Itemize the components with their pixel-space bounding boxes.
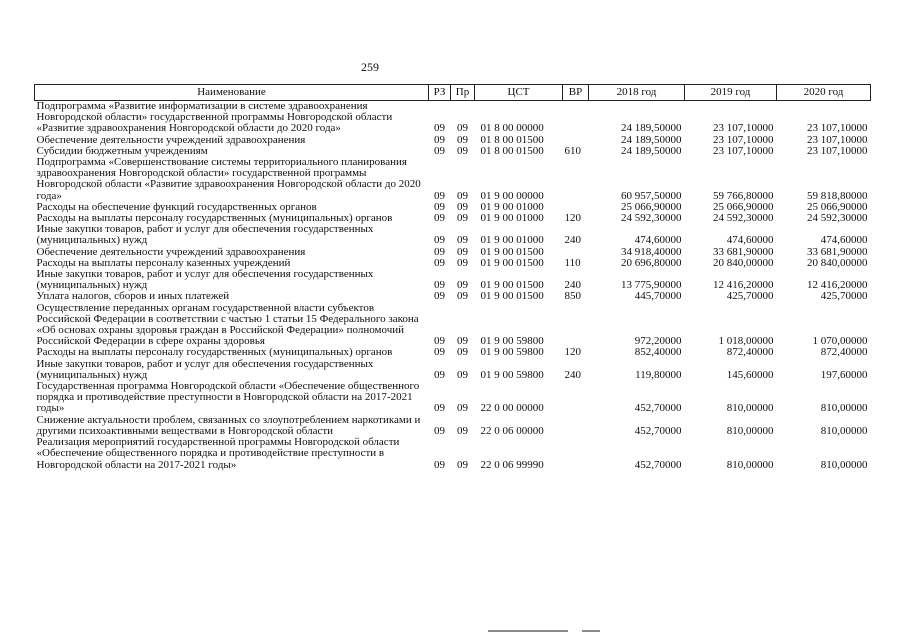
cell-2019: 810,00000 xyxy=(726,424,774,437)
cell-2019: 25 066,90000 xyxy=(713,200,774,213)
cell-2018: 13 775,90000 xyxy=(621,279,682,292)
cell-2018: 452,70000 xyxy=(634,402,682,415)
cell-2020: 23 107,10000 xyxy=(807,133,868,146)
cell-pr: 09 xyxy=(457,234,468,247)
cell-pr: 09 xyxy=(457,368,468,381)
cell-rz: 09 xyxy=(434,368,445,381)
cell-2018: 60 957,50000 xyxy=(621,189,682,202)
cell-2019: 20 840,00000 xyxy=(713,256,774,269)
cell-2019: 59 766,80000 xyxy=(713,189,774,202)
cell-2020: 33 681,90000 xyxy=(807,245,868,258)
cell-2020: 1 070,00000 xyxy=(812,335,868,348)
cell-rz: 09 xyxy=(434,458,445,471)
cell-cst: 22 0 06 99990 xyxy=(480,458,544,471)
cell-rz: 09 xyxy=(434,122,445,135)
table-row xyxy=(35,157,871,202)
col-header-name: Наименование xyxy=(35,85,429,101)
cell-vr xyxy=(563,415,589,437)
cell-pr: 09 xyxy=(457,212,468,225)
table-row xyxy=(35,359,871,381)
cell-2020: 872,40000 xyxy=(820,346,868,359)
cell-2019: 23 107,10000 xyxy=(713,133,774,146)
cell-rz: 09 xyxy=(434,234,445,247)
cell-vr: 120 xyxy=(564,212,581,225)
cell-2020: 425,70000 xyxy=(820,290,868,303)
cell-cst: 22 0 00 00000 xyxy=(480,402,544,415)
cell-2020: 810,00000 xyxy=(820,424,868,437)
cell-name: Осуществление переданных органам государственной власти субъектов Российской Федерации в соответствии с частью 1 статьи 15 Федерального закона «Об основах охраны здоровья граждан в Российской Федерации» полномочий Российской Федерации в сфере охраны здоровья xyxy=(36,301,419,348)
cell-2020: 23 107,10000 xyxy=(807,122,868,135)
table-row xyxy=(35,347,871,358)
cell-cst: 22 0 06 00000 xyxy=(480,424,544,437)
cell-cst: 01 9 00 59800 xyxy=(480,368,544,381)
cell-cst: 01 9 00 01500 xyxy=(480,279,544,292)
table-body xyxy=(35,101,871,471)
cell-rz: 09 xyxy=(434,279,445,292)
table-row xyxy=(35,415,871,437)
budget-table xyxy=(34,84,871,471)
cell-2018: 24 592,30000 xyxy=(621,212,682,225)
cell-pr: 09 xyxy=(457,402,468,415)
cell-pr: 09 xyxy=(457,424,468,437)
cell-pr: 09 xyxy=(457,200,468,213)
cell-pr: 09 xyxy=(457,122,468,135)
cell-2018: 445,70000 xyxy=(634,290,682,303)
cell-2020: 810,00000 xyxy=(820,402,868,415)
col-header-pr: Пр xyxy=(451,85,475,101)
cell-pr: 09 xyxy=(457,189,468,202)
cell-2020: 59 818,80000 xyxy=(807,189,868,202)
cell-name: Иные закупки товаров, работ и услуг для обеспечения государственных (муниципальных) нужд xyxy=(36,268,374,292)
cell-vr: 240 xyxy=(564,368,581,381)
cell-2018: 474,60000 xyxy=(634,234,682,247)
col-header-2019: 2019 год xyxy=(685,85,777,101)
cell-rz: 09 xyxy=(434,335,445,348)
cell-cst: 01 9 00 01000 xyxy=(480,212,544,225)
cell-2018: 972,20000 xyxy=(634,335,682,348)
cell-pr: 09 xyxy=(457,245,468,258)
cell-cst: 01 8 00 01500 xyxy=(480,144,544,157)
cell-rz: 09 xyxy=(434,346,445,359)
cell-name: Государственная программа Новгородской области «Обеспечение общественного порядка и противодействие преступности в Новгородской области на 2017-2021 годы» xyxy=(36,380,420,415)
cell-name: Снижение актуальности проблем, связанных со злоупотреблением наркотиками и другими психоактивными веществами в Новгородской области xyxy=(36,413,421,437)
table-row xyxy=(35,291,871,302)
cell-vr: 240 xyxy=(564,279,581,292)
cell-2019: 12 416,20000 xyxy=(713,279,774,292)
cell-cst: 01 9 00 01500 xyxy=(480,256,544,269)
cell-rz: 09 xyxy=(434,245,445,258)
cell-pr: 09 xyxy=(457,279,468,292)
table-row xyxy=(35,381,871,415)
cell-rz: 09 xyxy=(434,402,445,415)
cell-vr xyxy=(563,381,589,415)
cell-name: Уплата налогов, сборов и иных платежей xyxy=(36,290,230,303)
cell-2019: 872,40000 xyxy=(726,346,774,359)
table-row xyxy=(35,303,871,348)
cell-pr: 09 xyxy=(457,346,468,359)
cell-2019: 810,00000 xyxy=(726,402,774,415)
cell-2018: 20 696,80000 xyxy=(621,256,682,269)
cell-2019: 474,60000 xyxy=(726,234,774,247)
cell-name: Реализация мероприятий государственной программы Новгородской области «Обеспечение общественного порядка и противодействие преступности в Новгородской области на 2017-2021 годы» xyxy=(36,436,400,471)
cell-cst: 01 9 00 59800 xyxy=(480,335,544,348)
cell-name: Субсидии бюджетным учреждениям xyxy=(36,144,208,157)
cell-2018: 34 918,40000 xyxy=(621,245,682,258)
cell-2020: 197,60000 xyxy=(820,368,868,381)
cell-vr xyxy=(563,437,589,471)
cell-2018: 852,40000 xyxy=(634,346,682,359)
cell-2019: 1 018,00000 xyxy=(718,335,774,348)
cell-rz: 09 xyxy=(434,212,445,225)
cell-name: Расходы на выплаты персоналу казенных учреждений xyxy=(36,256,291,269)
cell-vr xyxy=(563,157,589,202)
cell-2020: 474,60000 xyxy=(820,234,868,247)
cell-cst: 01 9 00 01500 xyxy=(480,245,544,258)
col-header-2020: 2020 год xyxy=(777,85,871,101)
cell-name: Иные закупки товаров, работ и услуг для обеспечения государственных (муниципальных) нужд xyxy=(36,357,374,381)
cell-2019: 24 592,30000 xyxy=(713,212,774,225)
cell-2018: 452,70000 xyxy=(634,424,682,437)
cell-cst: 01 9 00 59800 xyxy=(480,346,544,359)
cell-rz: 09 xyxy=(434,133,445,146)
cell-cst: 01 9 00 01000 xyxy=(480,234,544,247)
cell-2019: 425,70000 xyxy=(726,290,774,303)
cell-pr: 09 xyxy=(457,290,468,303)
cell-rz: 09 xyxy=(434,200,445,213)
page-number: 259 xyxy=(361,60,379,74)
cell-2018: 119,80000 xyxy=(635,368,682,381)
cell-name: Подпрограмма «Совершенствование системы территориального планирования здравоохранения Новгородской области» государственной программы Новгородской области «Развитие здравоохранения Новгородской области до 2020 года» xyxy=(36,156,421,202)
cell-2019: 145,60000 xyxy=(726,368,774,381)
cell-vr: 110 xyxy=(564,256,581,269)
cell-2018: 24 189,50000 xyxy=(621,144,682,157)
cell-vr: 610 xyxy=(564,144,581,157)
cell-vr: 850 xyxy=(564,290,581,303)
cell-pr: 09 xyxy=(457,133,468,146)
table-header-row xyxy=(35,85,871,101)
cell-rz: 09 xyxy=(434,424,445,437)
cell-cst: 01 9 00 01500 xyxy=(480,290,544,303)
cell-2018: 24 189,50000 xyxy=(621,122,682,135)
col-header-vr: ВР xyxy=(563,85,589,101)
cell-rz: 09 xyxy=(434,144,445,157)
cell-name: Расходы на выплаты персоналу государственных (муниципальных) органов xyxy=(36,346,393,359)
cell-pr: 09 xyxy=(457,458,468,471)
cell-2019: 23 107,10000 xyxy=(713,122,774,135)
cell-cst: 01 8 00 00000 xyxy=(480,122,544,135)
cell-pr: 09 xyxy=(457,256,468,269)
table-row xyxy=(35,224,871,246)
col-header-2018: 2018 год xyxy=(589,85,685,101)
footer-mark xyxy=(488,630,568,632)
cell-cst: 01 9 00 00000 xyxy=(480,189,544,202)
cell-name: Расходы на обеспечение функций государственных органов xyxy=(36,200,317,213)
cell-2020: 24 592,30000 xyxy=(807,212,868,225)
cell-rz: 09 xyxy=(434,189,445,202)
cell-2020: 25 066,90000 xyxy=(807,200,868,213)
cell-2018: 24 189,50000 xyxy=(621,133,682,146)
cell-cst: 01 8 00 01500 xyxy=(480,133,544,146)
cell-2020: 23 107,10000 xyxy=(807,144,868,157)
cell-2018: 25 066,90000 xyxy=(621,200,682,213)
cell-pr: 09 xyxy=(457,335,468,348)
cell-rz: 09 xyxy=(434,256,445,269)
cell-2019: 33 681,90000 xyxy=(713,245,774,258)
cell-pr: 09 xyxy=(457,144,468,157)
cell-name: Иные закупки товаров, работ и услуг для обеспечения государственных (муниципальных) нужд xyxy=(36,223,374,247)
cell-vr: 120 xyxy=(564,346,581,359)
table-row xyxy=(35,269,871,291)
cell-2020: 12 416,20000 xyxy=(807,279,868,292)
col-header-cst: ЦСТ xyxy=(475,85,563,101)
table-row xyxy=(35,437,871,471)
cell-name: Расходы на выплаты персоналу государственных (муниципальных) органов xyxy=(36,212,393,225)
cell-2020: 20 840,00000 xyxy=(807,256,868,269)
table-row xyxy=(35,101,871,135)
cell-cst: 01 9 00 01000 xyxy=(480,200,544,213)
cell-vr xyxy=(563,303,589,348)
cell-2019: 23 107,10000 xyxy=(713,144,774,157)
col-header-rz: РЗ xyxy=(429,85,451,101)
cell-vr: 240 xyxy=(564,234,581,247)
cell-rz: 09 xyxy=(434,290,445,303)
cell-vr xyxy=(563,101,589,135)
footer-mark xyxy=(582,630,600,632)
cell-name: Обеспечение деятельности учреждений здравоохранения xyxy=(36,133,306,146)
cell-name: Подпрограмма «Развитие информатизации в системе здравоохранения Новгородской области» государственной программы Новгородской области «Развитие здравоохранения Новгородской области до 2020 года» xyxy=(36,100,393,135)
cell-2020: 810,00000 xyxy=(820,458,868,471)
cell-2018: 452,70000 xyxy=(634,458,682,471)
cell-2019: 810,00000 xyxy=(726,458,774,471)
cell-name: Обеспечение деятельности учреждений здравоохранения xyxy=(36,245,306,258)
